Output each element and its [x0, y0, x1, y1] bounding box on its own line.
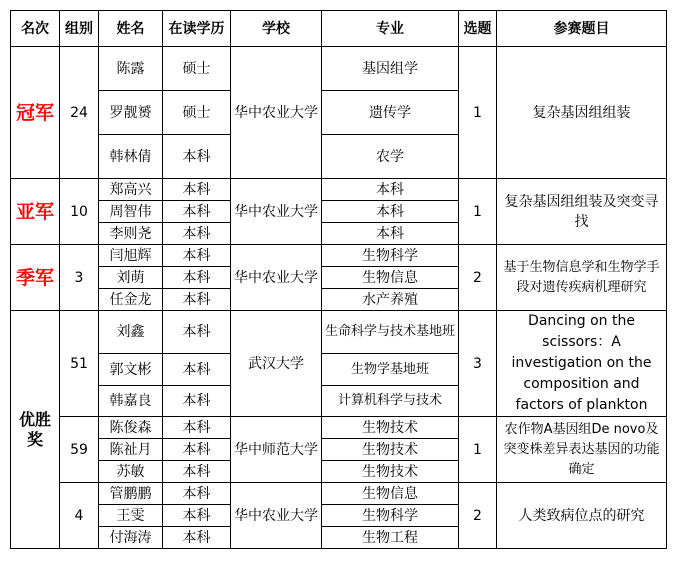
- member-major: 生物工程: [322, 527, 459, 549]
- group-number: 3: [60, 245, 99, 311]
- header-group: 组别: [60, 11, 99, 47]
- member-major: 生物科学: [322, 245, 459, 267]
- member-major: 生物技术: [322, 461, 459, 483]
- member-name: 罗靓赟: [99, 91, 163, 135]
- member-degree: 本科: [163, 201, 231, 223]
- member-name: 任金龙: [99, 289, 163, 311]
- member-name: 韩林倩: [99, 135, 163, 179]
- group-number: 4: [60, 483, 99, 549]
- table-row: [11, 245, 667, 267]
- school: 武汉大学: [231, 311, 322, 417]
- contest-title: 基于生物信息学和生物学手段对遗传疾病机理研究: [497, 245, 667, 311]
- member-degree: 本科: [163, 135, 231, 179]
- member-name: 苏敏: [99, 461, 163, 483]
- school: 华中农业大学: [231, 245, 322, 311]
- topic: 1: [459, 47, 497, 179]
- group-number: 24: [60, 47, 99, 179]
- member-major: 生物技术: [322, 417, 459, 439]
- rank-champion: 冠军: [11, 47, 60, 179]
- member-major: 生物信息: [322, 267, 459, 289]
- contest-title: 人类致病位点的研究: [497, 483, 667, 549]
- school: 华中师范大学: [231, 417, 322, 483]
- member-degree: 本科: [163, 289, 231, 311]
- member-major: 生物学基地班: [322, 354, 459, 385]
- member-major: 遗传学: [322, 91, 459, 135]
- member-degree: 本科: [163, 527, 231, 549]
- member-name: 周智伟: [99, 201, 163, 223]
- member-degree: 本科: [163, 505, 231, 527]
- group-number: 51: [60, 311, 99, 417]
- header-topic: 选题: [459, 11, 497, 47]
- member-degree: 本科: [163, 439, 231, 461]
- member-name: 郭文彬: [99, 354, 163, 385]
- member-major: 本科: [322, 223, 459, 245]
- member-degree: 本科: [163, 354, 231, 385]
- member-degree: 本科: [163, 245, 231, 267]
- contest-title: 农作物A基因组De novo及突变株差异表达基因的功能确定: [497, 417, 667, 483]
- topic: 2: [459, 245, 497, 311]
- header-school: 学校: [231, 11, 322, 47]
- member-major: 水产养殖: [322, 289, 459, 311]
- member-degree: 本科: [163, 483, 231, 505]
- member-name: 陈祉月: [99, 439, 163, 461]
- member-name: 付海涛: [99, 527, 163, 549]
- member-major: 生物信息: [322, 483, 459, 505]
- school: 华中农业大学: [231, 47, 322, 179]
- member-name: 郑高兴: [99, 179, 163, 201]
- member-name: 管鹏鹏: [99, 483, 163, 505]
- header-title: 参赛题目: [497, 11, 667, 47]
- member-name: 王雯: [99, 505, 163, 527]
- member-name: 陈露: [99, 47, 163, 91]
- header-row: [11, 11, 667, 47]
- table-row: [11, 417, 667, 439]
- group-number: 10: [60, 179, 99, 245]
- member-major: 基因组学: [322, 47, 459, 91]
- topic: 1: [459, 179, 497, 245]
- member-name: 刘鑫: [99, 311, 163, 354]
- member-name: 韩嘉良: [99, 385, 163, 416]
- header-degree: 在读学历: [163, 11, 231, 47]
- member-degree: 本科: [163, 417, 231, 439]
- rank-third: 季军: [11, 245, 60, 311]
- member-name: 闫旭辉: [99, 245, 163, 267]
- member-major: 本科: [322, 179, 459, 201]
- member-major: 计算机科学与技术: [322, 385, 459, 416]
- topic: 2: [459, 483, 497, 549]
- member-degree: 本科: [163, 223, 231, 245]
- member-name: 陈俊森: [99, 417, 163, 439]
- member-degree: 本科: [163, 461, 231, 483]
- header-name: 姓名: [99, 11, 163, 47]
- member-degree: 硕士: [163, 47, 231, 91]
- table-row: [11, 483, 667, 505]
- contest-title: Dancing on the scissors：A investigation on the composition and factors of plankton: [497, 311, 667, 417]
- topic: 1: [459, 417, 497, 483]
- member-name: 刘萌: [99, 267, 163, 289]
- header-rank: 名次: [11, 11, 60, 47]
- rank-excellence: 优胜奖: [11, 311, 60, 549]
- header-major: 专业: [322, 11, 459, 47]
- member-major: 农学: [322, 135, 459, 179]
- school: 华中农业大学: [231, 483, 322, 549]
- member-major: 生命科学与技术基地班: [322, 311, 459, 354]
- table-row: [11, 179, 667, 201]
- rank-runner-up: 亚军: [11, 179, 60, 245]
- member-degree: 本科: [163, 267, 231, 289]
- member-degree: 本科: [163, 179, 231, 201]
- school: 华中农业大学: [231, 179, 322, 245]
- contest-title: 复杂基因组组装: [497, 47, 667, 179]
- topic: 3: [459, 311, 497, 417]
- member-degree: 硕士: [163, 91, 231, 135]
- member-major: 生物技术: [322, 439, 459, 461]
- awards-table: [10, 10, 667, 549]
- table-row: [11, 311, 667, 354]
- member-degree: 本科: [163, 385, 231, 416]
- table-row: [11, 47, 667, 91]
- group-number: 59: [60, 417, 99, 483]
- member-major: 生物科学: [322, 505, 459, 527]
- member-major: 本科: [322, 201, 459, 223]
- member-name: 李则尧: [99, 223, 163, 245]
- member-degree: 本科: [163, 311, 231, 354]
- contest-title: 复杂基因组组装及突变寻找: [497, 179, 667, 245]
